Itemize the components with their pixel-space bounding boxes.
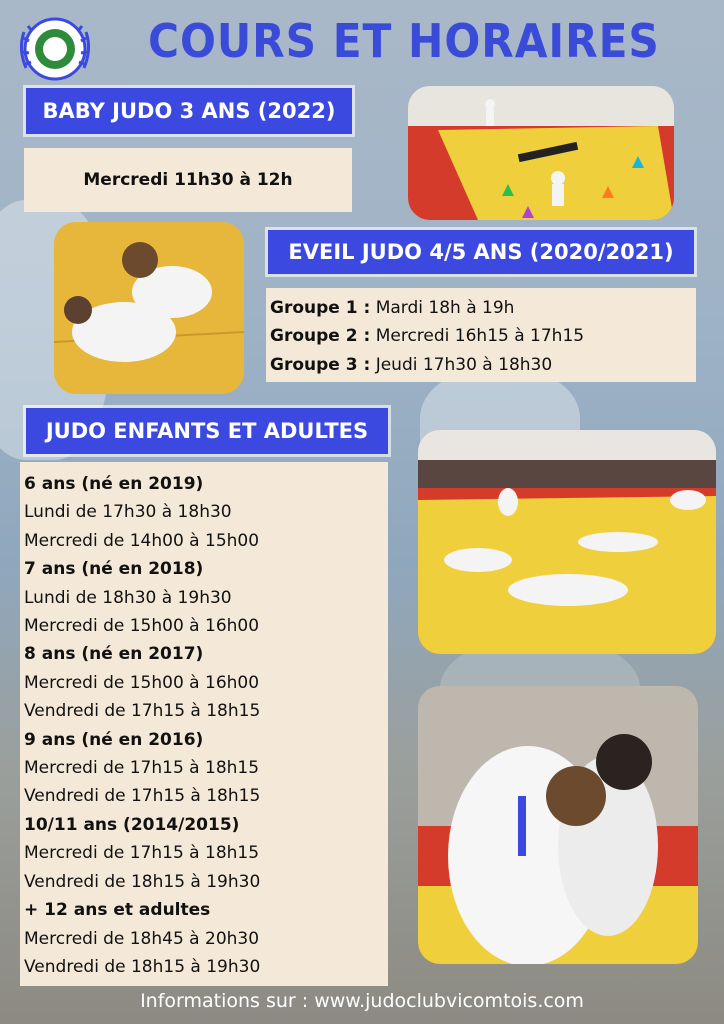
- schedule-line: Lundi de 18h30 à 19h30: [24, 587, 232, 608]
- footer-info: Informations sur : www.judoclubvicomtois.com: [140, 990, 584, 1012]
- judo-enfants-header-label: JUDO ENFANTS ET ADULTES: [45, 419, 369, 443]
- schedule-line: Mercredi de 17h15 à 18h15: [24, 758, 260, 779]
- age-group-heading: 10/11 ans (2014/2015): [24, 814, 240, 835]
- schedule-line: Mercredi de 15h00 à 16h00: [24, 616, 260, 637]
- age-group-heading: 7 ans (né en 2018): [24, 559, 204, 580]
- group-time: Mardi 18h à 19h: [375, 298, 515, 318]
- age-group-heading: 8 ans (né en 2017): [24, 644, 204, 665]
- baby-judo-header: [26, 88, 352, 134]
- photo-judo-group: [418, 430, 716, 654]
- eveil-group-row: [270, 351, 696, 379]
- schedule-line: Mercredi de 18h45 à 20h30: [24, 928, 260, 949]
- photo-baby-judo: [408, 86, 674, 220]
- page-title: COURS ET HORAIRES: [148, 14, 660, 68]
- group-time: Jeudi 17h30 à 18h30: [375, 354, 553, 375]
- schedule-line: Vendredi de 17h15 à 18h15: [24, 701, 261, 722]
- club-logo: [14, 12, 96, 86]
- group-label: Groupe 3 :: [270, 354, 371, 375]
- schedule-line: Lundi de 17h30 à 18h30: [24, 502, 232, 523]
- eveil-judo-header: [268, 230, 694, 274]
- age-group-heading: + 12 ans et adultes: [24, 900, 211, 921]
- photo-eveil-judo: [54, 222, 244, 394]
- age-group-heading: 6 ans (né en 2019): [24, 474, 204, 494]
- age-group-heading: 9 ans (né en 2016): [24, 729, 204, 750]
- judo-schedule-list: [24, 470, 388, 981]
- schedule-line: Mercredi de 17h15 à 18h15: [24, 843, 260, 864]
- judo-enfants-header: [26, 408, 388, 454]
- group-time: Mercredi 16h15 à 17h15: [375, 326, 585, 347]
- baby-judo-schedule-box: [24, 148, 352, 212]
- eveil-group-row: [270, 294, 696, 322]
- schedule-line: Vendredi de 18h15 à 19h30: [24, 871, 261, 892]
- judo-enfants-schedule-box: [20, 462, 388, 986]
- photo-judo-throw: [418, 686, 698, 964]
- baby-judo-header-label: BABY JUDO 3 ANS (2022): [42, 99, 336, 123]
- eveil-judo-schedule-box: [266, 288, 696, 382]
- eveil-group-row: [270, 322, 696, 350]
- schedule-line: Vendredi de 17h15 à 18h15: [24, 786, 261, 807]
- schedule-line: Mercredi de 15h00 à 16h00: [24, 672, 260, 693]
- schedule-line: Mercredi de 14h00 à 15h00: [24, 530, 260, 551]
- group-label: Groupe 1 :: [270, 298, 371, 318]
- eveil-judo-header-label: EVEIL JUDO 4/5 ANS (2020/2021): [288, 240, 674, 264]
- group-label: Groupe 2 :: [270, 326, 371, 347]
- baby-judo-schedule: Mercredi 11h30 à 12h: [83, 170, 293, 190]
- schedule-line: Vendredi de 18h15 à 19h30: [24, 956, 261, 977]
